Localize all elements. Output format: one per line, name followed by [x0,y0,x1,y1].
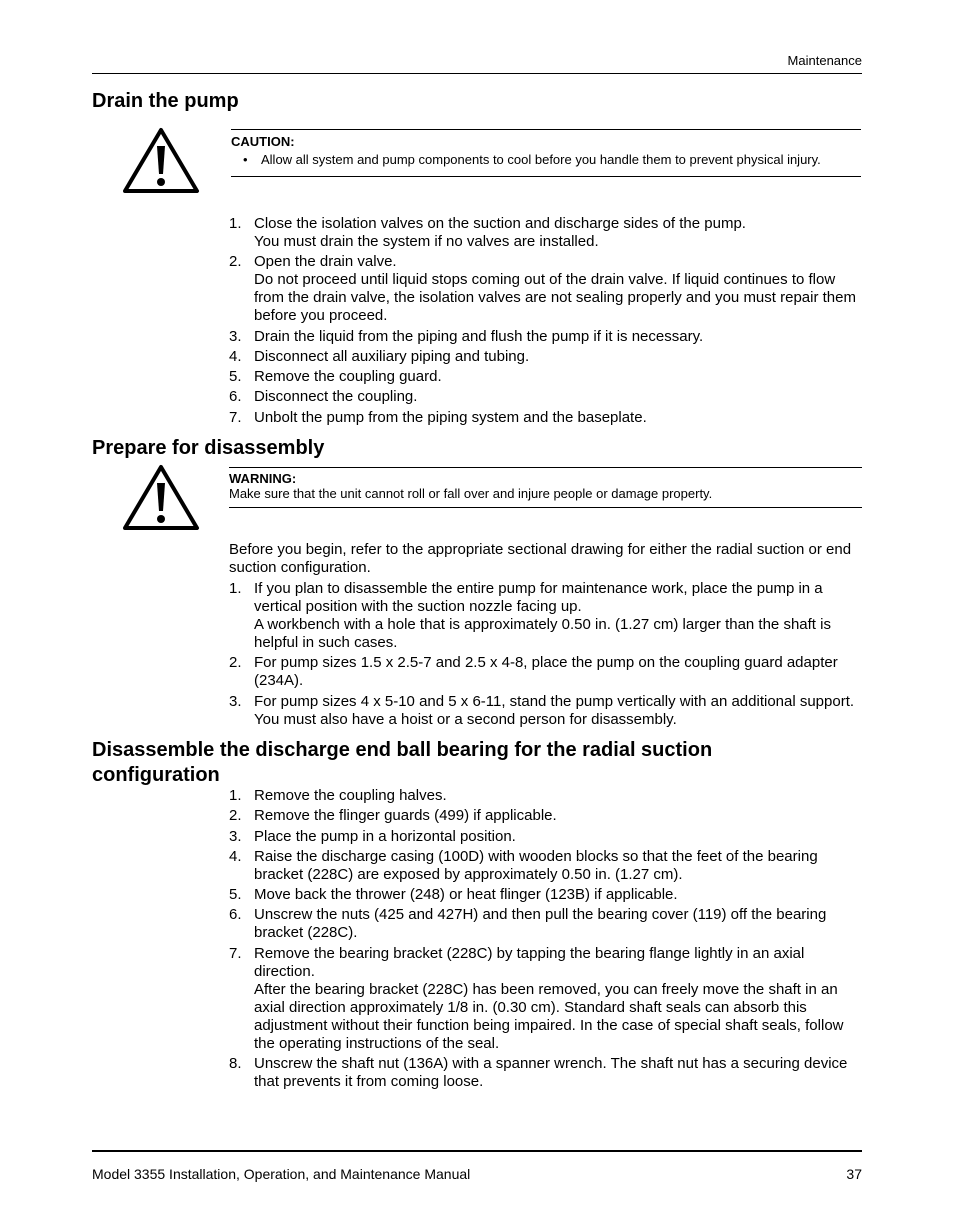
step-text: Drain the liquid from the piping and flush the pump if it is necessary. [254,327,704,345]
step-number: 3. [229,692,242,710]
caution-label: CAUTION: [231,134,295,149]
step-number: 3. [229,327,242,345]
prepare-steps-list [229,580,861,731]
list-item [229,328,861,346]
section-title-disassemble: Disassemble the discharge end ball bearing for the radial suction configuration [92,739,713,786]
prepare-intro: Before you begin, refer to the appropriate sectional drawing for either the radial suction or end suction configuration. [229,541,852,576]
list-item [229,368,861,386]
step-text: Move back the thrower (248) or heat flinger (123B) if applicable. [254,886,678,904]
list-item [229,828,861,846]
step-text: Remove the bearing bracket (228C) by tapping the bearing flange lightly in an axial direction. [254,944,805,980]
list-item [229,253,861,325]
step-text: Unscrew the nuts (425 and 427H) and then pull the bearing cover (119) off the bearing bracket (228C). [254,906,827,942]
step-note: Do not proceed until liquid stops coming out of the drain valve. If liquid continues to flow from the drain valve, the isolation valves are not sealing properly and you must repair them before you proceed. [254,271,856,325]
list-item [229,886,861,904]
step-note: You must drain the system if no valves are installed. [254,233,599,250]
step-text: Remove the coupling halves. [254,787,447,804]
step-number: 7. [229,408,242,426]
list-item [229,807,861,825]
warning-triangle-icon [122,463,200,531]
caution-bullet-marker: • [243,152,248,167]
step-text: Close the isolation valves on the suction and discharge sides of the pump. [254,215,746,232]
step-number: 2. [229,253,242,271]
section-title-prepare: Prepare for disassembly [92,437,325,459]
step-text: Remove the coupling guard. [254,368,442,386]
list-item [229,654,861,690]
caution-bottom-rule [231,176,861,177]
step-number: 7. [229,944,242,962]
step-number: 2. [229,807,242,825]
step-text: Disconnect the coupling. [254,388,418,406]
step-number: 1. [229,580,242,597]
list-item [229,848,861,884]
list-item [229,1055,861,1091]
step-number: 5. [229,368,242,386]
list-item [229,787,861,805]
step-text: Unscrew the shaft nut (136A) with a spanner wrench. The shaft nut has a securing device that prevents it from coming loose. [254,1055,848,1091]
step-number: 6. [229,388,242,406]
step-text: Raise the discharge casing (100D) with wooden blocks so that the feet of the bearing bracket (228C) are exposed by approximately 0.50 in. (1.27 cm). [254,847,818,883]
footer-manual-title: Model 3355 Installation, Operation, and Maintenance Manual [92,1166,471,1182]
step-note: A workbench with a hole that is approximately 0.50 in. (1.27 cm) larger than the shaft is helpful in such cases. [254,616,831,651]
step-text: Place the pump in a horizontal position. [254,827,516,845]
step-number: 3. [229,827,242,845]
header-rule [92,73,862,74]
step-text: Unbolt the pump from the piping system and the baseplate. [254,408,647,426]
list-item [229,215,861,251]
footer-rule [92,1150,862,1152]
list-item [229,580,861,652]
step-text: If you plan to disassemble the entire pump for maintenance work, place the pump in a vertical position with the suction nozzle facing up. [254,580,823,615]
warning-top-rule [229,467,862,468]
step-number: 1. [229,787,242,804]
warning-text: Make sure that the unit cannot roll or fall over and injure people or damage property. [229,486,713,501]
list-item [229,693,861,729]
warning-label: WARNING: [229,471,297,486]
section-title-drain: Drain the pump [92,90,239,112]
step-number: 4. [229,847,242,865]
list-item [229,945,861,1053]
caution-top-rule [231,129,861,130]
step-number: 5. [229,886,242,904]
caution-triangle-icon [122,126,200,194]
step-text: For pump sizes 4 x 5-10 and 5 x 6-11, stand the pump vertically with an additional support. You must also have a hoist or a second person for disassembly. [254,692,855,728]
step-number: 6. [229,906,242,924]
step-number: 4. [229,347,242,365]
footer-page-number: 37 [846,1166,862,1182]
step-text: Disconnect all auxiliary piping and tubing. [254,347,530,365]
list-item [229,388,861,406]
step-text: Open the drain valve. [254,253,397,271]
step-text: For pump sizes 1.5 x 2.5-7 and 2.5 x 4-8, place the pump on the coupling guard adapter (234A). [254,654,838,690]
list-item [229,348,861,366]
step-number: 1. [229,215,242,232]
list-item [229,409,861,427]
step-number: 8. [229,1055,242,1073]
step-text: Remove the flinger guards (499) if applicable. [254,807,557,825]
warning-bottom-rule [229,507,862,508]
caution-text: Allow all system and pump components to cool before you handle them to prevent physical injury. [261,152,821,167]
disassemble-steps-list [229,787,861,1093]
drain-steps-list [229,215,861,429]
step-number: 2. [229,654,242,672]
list-item [229,906,861,942]
running-header: Maintenance [787,53,862,68]
step-note: After the bearing bracket (228C) has been removed, you can freely move the shaft in an axial direction approximately 1/8 in. (0.30 cm). Standard shaft seals can absorb this adjustment without their function being impaired. In the case of special shaft seals, follow the operating instructions of the seal. [254,980,844,1052]
